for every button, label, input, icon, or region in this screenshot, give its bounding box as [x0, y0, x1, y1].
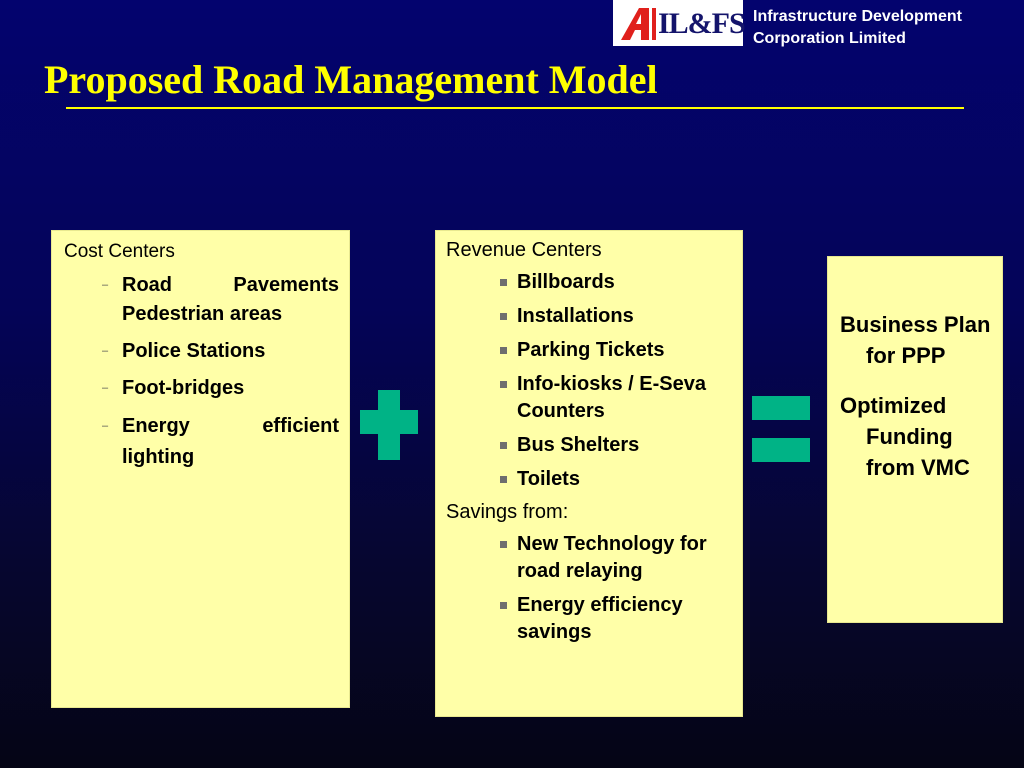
savings-list — [446, 531, 732, 646]
list-item-label: Foot-bridges — [122, 377, 245, 399]
title-underline — [66, 107, 964, 109]
dash-bullet-icon: – — [102, 420, 109, 432]
list-item-label: Energy efficiency savings — [517, 594, 683, 643]
organization-name — [753, 6, 962, 50]
org-name-line1: Infrastructure Development — [753, 8, 962, 25]
list-item — [64, 411, 339, 473]
square-bullet-icon — [500, 541, 507, 548]
list-item — [446, 337, 732, 364]
list-item-label: Parking Tickets — [517, 339, 665, 361]
dash-bullet-icon: – — [102, 279, 109, 291]
list-item — [446, 466, 732, 493]
list-item — [446, 371, 732, 425]
cost-centers-panel — [51, 230, 350, 708]
savings-heading: Savings from: — [446, 501, 569, 523]
cost-centers-heading: Cost Centers — [64, 241, 175, 262]
revenue-centers-heading: Revenue Centers — [446, 239, 602, 261]
list-item-label: Toilets — [517, 468, 580, 490]
outcome-business-plan: Business Plan for PPP — [840, 312, 991, 368]
list-item-label: New Technology for road relaying — [517, 533, 707, 582]
equals-icon — [752, 396, 810, 420]
list-item-label: Road Pavements Pedestrian areas — [122, 274, 339, 325]
square-bullet-icon — [500, 381, 507, 388]
list-item-label: Info-kiosks / E-Seva Counters — [517, 373, 706, 422]
list-item — [64, 337, 339, 366]
list-item-label: Billboards — [517, 271, 615, 293]
revenue-centers-list — [446, 269, 732, 493]
square-bullet-icon — [500, 279, 507, 286]
list-item — [446, 269, 732, 296]
list-item — [446, 592, 732, 646]
outcomes-panel — [827, 256, 1003, 623]
list-item-label: Police Stations — [122, 340, 266, 362]
square-bullet-icon — [500, 602, 507, 609]
list-item-label: Installations — [517, 305, 634, 327]
dash-bullet-icon: – — [102, 382, 109, 394]
list-item-label: Energy efficient lighting — [122, 415, 339, 468]
revenue-centers-panel — [435, 230, 743, 717]
slide-title: Proposed Road Management Model — [44, 57, 658, 102]
equals-icon-lower — [752, 438, 810, 462]
dash-bullet-icon: – — [102, 345, 109, 357]
list-item — [64, 374, 339, 403]
square-bullet-icon — [500, 442, 507, 449]
list-item — [446, 432, 732, 459]
list-item — [64, 271, 339, 329]
logo-wordmark: IL&FS — [658, 7, 745, 40]
list-item — [446, 531, 732, 585]
square-bullet-icon — [500, 347, 507, 354]
list-item — [446, 303, 732, 330]
square-bullet-icon — [500, 313, 507, 320]
org-name-line2: Corporation Limited — [753, 30, 906, 47]
outcome-optimized-funding: Optimized Funding from VMC — [840, 393, 970, 480]
list-item-label: Bus Shelters — [517, 434, 640, 456]
cost-centers-list — [64, 271, 339, 473]
plus-icon-vertical — [378, 390, 400, 460]
square-bullet-icon — [500, 476, 507, 483]
